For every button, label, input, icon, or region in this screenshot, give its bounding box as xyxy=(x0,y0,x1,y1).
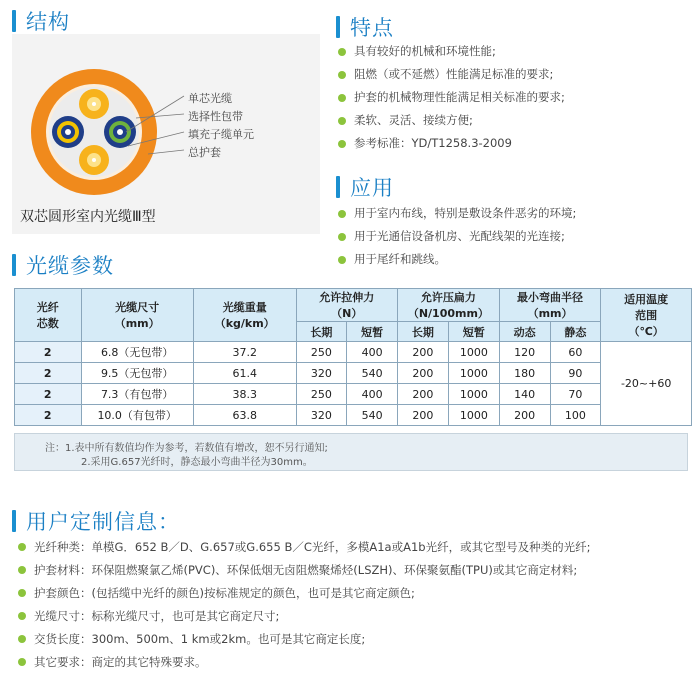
callout-binder-tape: 选择性包带 xyxy=(188,110,243,123)
list-item: 光纤种类：单模G．652 B／D、G.657或G.655 B／C光纤，多模A1a或A1b光纤，或其它型号及种类的光纤; xyxy=(14,536,590,559)
header-tensile-short: 短暂 xyxy=(347,322,398,342)
params-section-title: 光缆参数 xyxy=(12,250,114,280)
structure-caption: 双芯圆形室内光缆Ⅲ型 xyxy=(20,209,156,225)
header-fiber-count: 光纤 芯数 xyxy=(15,289,82,342)
bullet-icon xyxy=(18,566,26,574)
bullet-icon xyxy=(338,210,346,218)
callout-outer-sheath: 总护套 xyxy=(188,146,221,159)
params-table xyxy=(14,288,692,426)
list-item: 具有较好的机械和环境性能; xyxy=(334,40,565,63)
callout-filler-unit: 填充子缆单元 xyxy=(188,128,254,141)
list-item: 用于尾纤和跳线。 xyxy=(334,248,576,271)
list-item: 护套的机械物理性能满足相关标准的要求; xyxy=(334,86,565,109)
header-temp: 适用温度 范围 （℃） xyxy=(601,289,692,342)
bullet-icon xyxy=(338,256,346,264)
table-notes xyxy=(14,433,688,471)
note-line-1: 注：1.表中所有数值均作为参考，若数值有增改，恕不另行通知; xyxy=(45,443,328,454)
bullet-icon xyxy=(338,48,346,56)
list-item: 交货长度：300m、500m、1 km或2km。也可是其它商定长度; xyxy=(14,628,590,651)
bullet-icon xyxy=(338,94,346,102)
header-size: 光缆尺寸 （mm） xyxy=(81,289,193,342)
list-item: 用于光通信设备机房、光配线架的光连接; xyxy=(334,225,576,248)
bullet-icon xyxy=(18,612,26,620)
custom-list xyxy=(14,536,590,674)
title-bar-icon xyxy=(336,176,340,198)
bullet-icon xyxy=(338,140,346,148)
title-bar-icon xyxy=(12,510,16,532)
bullet-icon xyxy=(338,117,346,125)
header-tensile: 允许拉伸力 （N） xyxy=(296,289,397,322)
cable-structure-figure xyxy=(12,34,320,234)
bullet-icon xyxy=(18,635,26,643)
list-item: 护套颜色：(包括缆中光纤的颜色)按标准规定的颜色，也可是其它商定颜色; xyxy=(14,582,590,605)
bullet-icon xyxy=(338,233,346,241)
structure-section-title: 结构 xyxy=(12,6,70,36)
bullet-icon xyxy=(18,543,26,551)
bullet-icon xyxy=(18,589,26,597)
bullet-icon xyxy=(18,658,26,666)
header-crush-short: 短暂 xyxy=(448,322,499,342)
table-row: 2 7.3（有包带） 38.3 250 400 200 1000 140 70 xyxy=(15,384,692,405)
table-row: 2 9.5（无包带） 61.4 320 540 200 1000 180 90 xyxy=(15,363,692,384)
header-tensile-long: 长期 xyxy=(296,322,347,342)
cable-cross-section-icon xyxy=(12,34,320,234)
header-bend: 最小弯曲半径 （mm） xyxy=(499,289,601,322)
features-list xyxy=(334,40,565,155)
features-section-title: 特点 xyxy=(336,12,394,42)
header-weight: 光缆重量 （kg/km） xyxy=(193,289,296,342)
title-bar-icon xyxy=(336,16,340,38)
application-section-title: 应用 xyxy=(336,172,394,202)
bullet-icon xyxy=(338,71,346,79)
application-list xyxy=(334,202,576,271)
callout-single-fiber: 单芯光缆 xyxy=(188,92,232,105)
list-item: 用于室内布线，特别是敷设条件恶劣的环境; xyxy=(334,202,576,225)
header-crush: 允许压扁力 （N/100mm） xyxy=(397,289,499,322)
header-crush-long: 长期 xyxy=(397,322,448,342)
list-item: 护套材料：环保阻燃聚氯乙烯(PVC)、环保低烟无卤阻燃聚烯烃(LSZH)、环保聚氨酯(TPU)或其它商定材料; xyxy=(14,559,590,582)
list-item: 其它要求：商定的其它特殊要求。 xyxy=(14,651,590,674)
custom-section-title: 用户定制信息： xyxy=(12,506,180,536)
header-bend-static: 静态 xyxy=(550,322,601,342)
note-line-2: 2.采用G.657光纤时，静态最小弯曲半径为30mm。 xyxy=(81,457,313,468)
list-item: 参考标准：YD/T1258.3-2009 xyxy=(334,132,565,155)
table-row: 2 6.8（无包带） 37.2 250 400 200 1000 120 60 -20~+60 xyxy=(15,342,692,363)
title-bar-icon xyxy=(12,254,16,276)
list-item: 柔软、灵活、接续方便; xyxy=(334,109,565,132)
header-bend-dynamic: 动态 xyxy=(499,322,550,342)
list-item: 阻燃（或不延燃）性能满足标准的要求; xyxy=(334,63,565,86)
title-bar-icon xyxy=(12,10,16,32)
table-row: 2 10.0（有包带） 63.8 320 540 200 1000 200 100 xyxy=(15,405,692,426)
temp-range-cell: -20~+60 xyxy=(601,342,692,426)
list-item: 光缆尺寸：标称光缆尺寸，也可是其它商定尺寸; xyxy=(14,605,590,628)
